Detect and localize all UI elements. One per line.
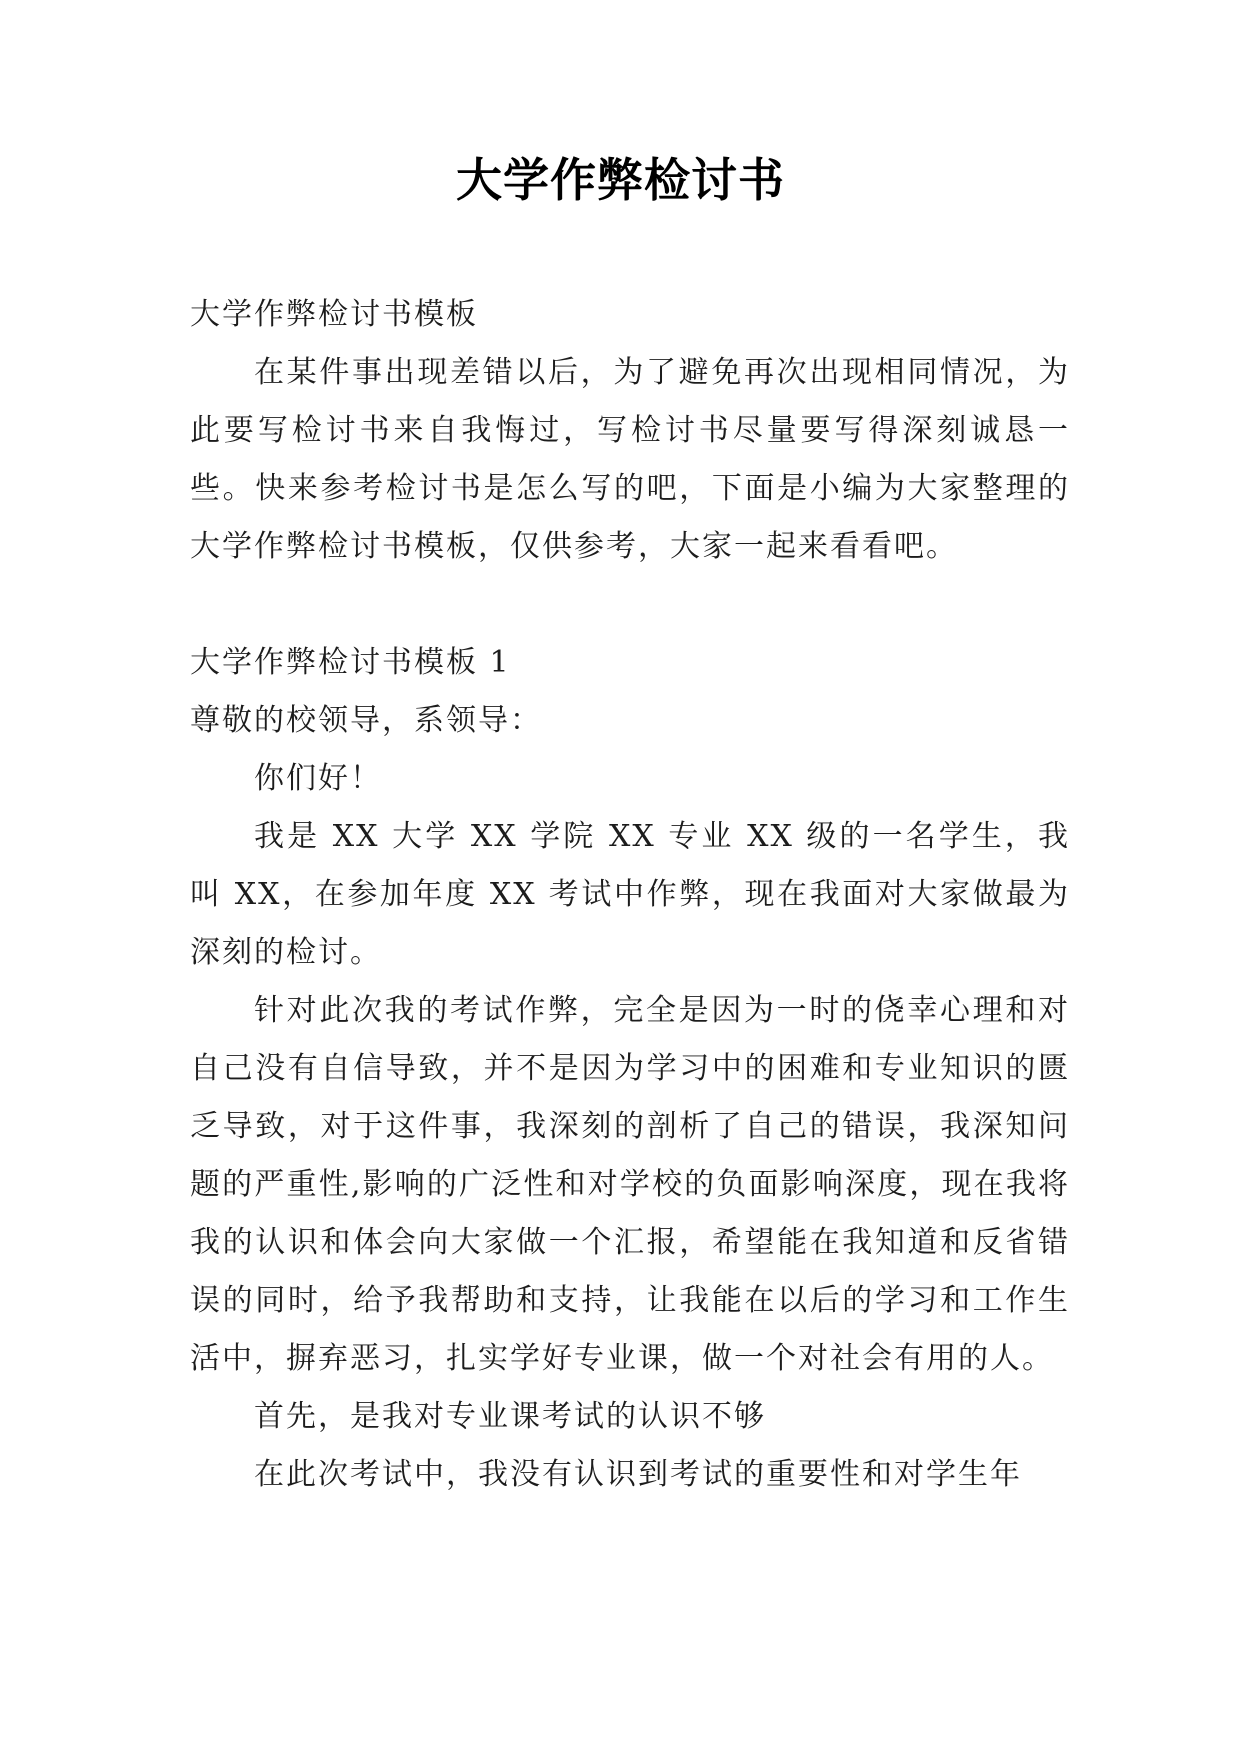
body-paragraph: 我是 XX 大学 XX 学院 XX 专业 XX 级的一名学生，我叫 XX，在参加年度 XX 考试中作弊，现在我面对大家做最为深刻的检讨。: [190, 819, 1070, 970]
body-paragraph: 针对此次我的考试作弊，完全是因为一时的侥幸心理和对自己没有自信导致，并不是因为学习中的困难和专业知识的匮乏导致，对于这件事，我深刻的剖析了自己的错误，我深知问题的严重性,影响的广泛性和对学校的负面影响深度，现在我将我的认识和体会向大家做一个汇报，希望能在我知道和反省错误的同时，给予我帮助和支持，让我能在以后的学习和工作生活中，摒弃恶习，扎实学好专业课，做一个对社会有用的人。: [190, 993, 1070, 1376]
section-gap: [190, 576, 1070, 634]
body-paragraph: 在此次考试中，我没有认识到考试的重要性和对学生年: [254, 1457, 1022, 1492]
template1-heading: 大学作弊检讨书模板 1: [190, 645, 511, 680]
body-paragraph: 首先，是我对专业课考试的认识不够: [254, 1399, 766, 1434]
intro-paragraph: 在某件事出现差错以后，为了避免再次出现相同情况，为此要写检讨书来自我悔过，写检讨书尽量要写得深刻诚恳一些。快来参考检讨书是怎么写的吧，下面是小编为大家整理的大学作弊检讨书模板，仅供参考，大家一起来看看吧。: [190, 355, 1070, 564]
intro-heading: 大学作弊检讨书模板: [190, 297, 478, 332]
salutation: 尊敬的校领导，系领导：: [190, 703, 542, 738]
document-body: [190, 286, 1070, 1504]
greeting: 你们好！: [254, 761, 382, 796]
document-title: 大学作弊检讨书: [456, 153, 785, 207]
